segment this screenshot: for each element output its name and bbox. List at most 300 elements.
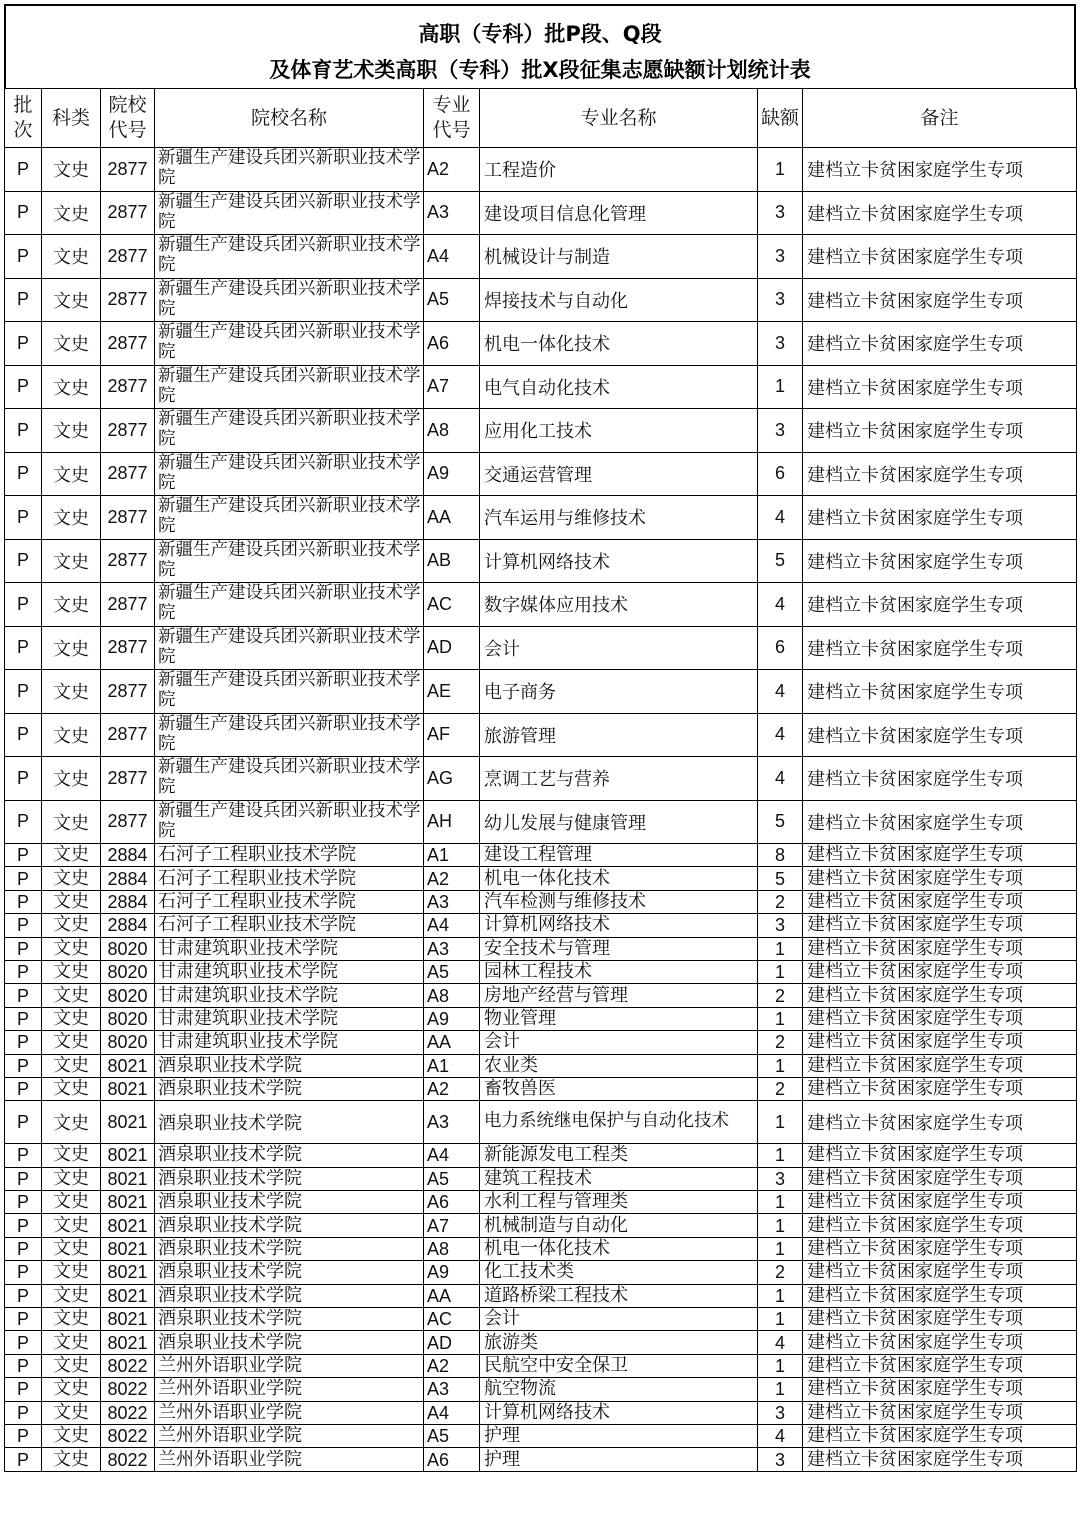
cell-school-code: 8021 xyxy=(101,1331,155,1354)
header-major-code: 专业代号 xyxy=(424,89,480,148)
cell-school-name-text: 新疆生产建设兵团兴新职业技术学院 xyxy=(158,757,421,798)
cell-batch: P xyxy=(5,1214,42,1237)
cell-batch: P xyxy=(5,583,42,627)
cell-subject: 文史 xyxy=(42,1167,101,1190)
cell-batch: P xyxy=(5,1424,42,1447)
header-batch: 批次 xyxy=(5,89,42,148)
cell-school-name xyxy=(155,626,424,670)
cell-school-name: 酒泉职业技术学院 xyxy=(155,1331,424,1354)
cell-major-name: 园林工程技术 xyxy=(480,960,758,983)
cell-major-name: 物业管理 xyxy=(480,1007,758,1030)
cell-school-code: 8021 xyxy=(101,1054,155,1077)
cell-subject: 文史 xyxy=(42,539,101,583)
cell-major-name: 汽车检测与维修技术 xyxy=(480,890,758,913)
cell-quota: 5 xyxy=(758,800,803,844)
table-row xyxy=(5,191,1077,235)
table-row xyxy=(5,670,1077,714)
cell-batch: P xyxy=(5,1144,42,1167)
cell-batch: P xyxy=(5,1101,42,1144)
cell-subject: 文史 xyxy=(42,937,101,960)
table-row xyxy=(5,1007,1077,1030)
cell-batch: P xyxy=(5,496,42,540)
cell-subject: 文史 xyxy=(42,1354,101,1377)
cell-quota: 1 xyxy=(758,1354,803,1377)
cell-school-name xyxy=(155,800,424,844)
cell-batch: P xyxy=(5,626,42,670)
cell-major-code: A4 xyxy=(424,1144,480,1167)
cell-school-code: 2877 xyxy=(101,452,155,496)
cell-batch: P xyxy=(5,539,42,583)
title-line-1: 高职（专科）批P段、Q段 xyxy=(418,22,662,46)
cell-major-name: 计算机网络技术 xyxy=(480,1401,758,1424)
table-row xyxy=(5,148,1077,192)
cell-subject: 文史 xyxy=(42,800,101,844)
table-row xyxy=(5,539,1077,583)
cell-quota: 1 xyxy=(758,1101,803,1144)
document-page xyxy=(4,4,1076,1512)
cell-batch: P xyxy=(5,670,42,714)
cell-school-name xyxy=(155,148,424,192)
cell-quota: 2 xyxy=(758,890,803,913)
table-row xyxy=(5,496,1077,540)
cell-subject: 文史 xyxy=(42,409,101,453)
table-row xyxy=(5,713,1077,757)
cell-school-code: 8021 xyxy=(101,1167,155,1190)
cell-major-code: A2 xyxy=(424,1354,480,1377)
table-row xyxy=(5,1424,1077,1447)
header-school-code: 院校代号 xyxy=(101,89,155,148)
cell-subject: 文史 xyxy=(42,867,101,890)
cell-batch: P xyxy=(5,278,42,322)
cell-batch: P xyxy=(5,1031,42,1054)
cell-major-code: A2 xyxy=(424,148,480,192)
cell-school-code: 2884 xyxy=(101,914,155,937)
cell-major-code: A8 xyxy=(424,1237,480,1260)
cell-major-code: A8 xyxy=(424,984,480,1007)
cell-quota: 5 xyxy=(758,867,803,890)
cell-remark: 建档立卡贫困家庭学生专项 xyxy=(803,496,1077,540)
cell-school-name: 兰州外语职业学院 xyxy=(155,1378,424,1401)
cell-quota: 4 xyxy=(758,583,803,627)
cell-remark: 建档立卡贫困家庭学生专项 xyxy=(803,1101,1077,1144)
cell-major-code: A5 xyxy=(424,278,480,322)
cell-school-code: 2877 xyxy=(101,626,155,670)
cell-school-code: 2877 xyxy=(101,583,155,627)
cell-major-name: 交通运营管理 xyxy=(480,452,758,496)
cell-subject: 文史 xyxy=(42,844,101,867)
cell-subject: 文史 xyxy=(42,1054,101,1077)
cell-subject: 文史 xyxy=(42,1424,101,1447)
table-row xyxy=(5,235,1077,279)
cell-school-name: 酒泉职业技术学院 xyxy=(155,1054,424,1077)
cell-quota: 1 xyxy=(758,1284,803,1307)
cell-quota: 3 xyxy=(758,409,803,453)
cell-school-code: 2877 xyxy=(101,713,155,757)
cell-major-name: 汽车运用与维修技术 xyxy=(480,496,758,540)
table-row xyxy=(5,1101,1077,1144)
cell-subject: 文史 xyxy=(42,1284,101,1307)
cell-school-name-text: 新疆生产建设兵团兴新职业技术学院 xyxy=(158,713,421,754)
cell-major-code: AF xyxy=(424,713,480,757)
cell-subject: 文史 xyxy=(42,1144,101,1167)
cell-remark: 建档立卡贫困家庭学生专项 xyxy=(803,322,1077,366)
cell-school-name: 酒泉职业技术学院 xyxy=(155,1214,424,1237)
cell-major-code: A9 xyxy=(424,452,480,496)
table-row xyxy=(5,1237,1077,1260)
cell-quota: 1 xyxy=(758,148,803,192)
cell-remark: 建档立卡贫困家庭学生专项 xyxy=(803,452,1077,496)
cell-school-name-text: 新疆生产建设兵团兴新职业技术学院 xyxy=(158,409,421,450)
table-row xyxy=(5,960,1077,983)
cell-school-code: 2877 xyxy=(101,496,155,540)
cell-quota: 3 xyxy=(758,1401,803,1424)
cell-remark: 建档立卡贫困家庭学生专项 xyxy=(803,409,1077,453)
cell-batch: P xyxy=(5,1401,42,1424)
cell-major-code: A5 xyxy=(424,960,480,983)
cell-major-name: 旅游类 xyxy=(480,1331,758,1354)
cell-batch: P xyxy=(5,890,42,913)
cell-school-code: 8021 xyxy=(101,1214,155,1237)
cell-school-code: 2884 xyxy=(101,844,155,867)
cell-subject: 文史 xyxy=(42,1261,101,1284)
cell-subject: 文史 xyxy=(42,322,101,366)
cell-major-name-text: 电力系统继电保护与自动化技术 xyxy=(484,1111,729,1132)
cell-subject: 文史 xyxy=(42,1214,101,1237)
cell-major-name: 旅游管理 xyxy=(480,713,758,757)
cell-major-code: AD xyxy=(424,626,480,670)
cell-school-name xyxy=(155,452,424,496)
cell-school-name: 酒泉职业技术学院 xyxy=(155,1077,424,1100)
cell-major-name: 农业类 xyxy=(480,1054,758,1077)
cell-school-code: 8021 xyxy=(101,1191,155,1214)
table-row xyxy=(5,365,1077,409)
cell-subject: 文史 xyxy=(42,365,101,409)
cell-subject: 文史 xyxy=(42,713,101,757)
cell-major-name: 数字媒体应用技术 xyxy=(480,583,758,627)
cell-quota: 6 xyxy=(758,626,803,670)
cell-major-name: 工程造价 xyxy=(480,148,758,192)
cell-quota: 2 xyxy=(758,984,803,1007)
cell-subject: 文史 xyxy=(42,984,101,1007)
cell-school-code: 8021 xyxy=(101,1101,155,1144)
cell-major-code: AC xyxy=(424,583,480,627)
cell-school-name xyxy=(155,583,424,627)
cell-school-name-text: 新疆生产建设兵团兴新职业技术学院 xyxy=(158,626,421,667)
table-row xyxy=(5,322,1077,366)
header-subject: 科类 xyxy=(42,89,101,148)
cell-major-code: AG xyxy=(424,757,480,801)
table-row xyxy=(5,800,1077,844)
cell-major-code: A3 xyxy=(424,1378,480,1401)
table-row xyxy=(5,278,1077,322)
cell-major-name: 会计 xyxy=(480,1031,758,1054)
cell-school-code: 2877 xyxy=(101,148,155,192)
cell-major-code: AD xyxy=(424,1331,480,1354)
cell-subject: 文史 xyxy=(42,1077,101,1100)
cell-school-code: 8022 xyxy=(101,1448,155,1471)
cell-remark: 建档立卡贫困家庭学生专项 xyxy=(803,626,1077,670)
cell-remark: 建档立卡贫困家庭学生专项 xyxy=(803,960,1077,983)
cell-batch: P xyxy=(5,800,42,844)
cell-remark: 建档立卡贫困家庭学生专项 xyxy=(803,867,1077,890)
cell-subject: 文史 xyxy=(42,278,101,322)
cell-school-code: 8021 xyxy=(101,1144,155,1167)
cell-school-name xyxy=(155,409,424,453)
cell-remark: 建档立卡贫困家庭学生专项 xyxy=(803,1077,1077,1100)
cell-school-code: 8020 xyxy=(101,937,155,960)
cell-remark: 建档立卡贫困家庭学生专项 xyxy=(803,914,1077,937)
cell-remark: 建档立卡贫困家庭学生专项 xyxy=(803,1378,1077,1401)
cell-batch: P xyxy=(5,409,42,453)
cell-school-name: 石河子工程职业技术学院 xyxy=(155,867,424,890)
cell-quota: 1 xyxy=(758,960,803,983)
cell-batch: P xyxy=(5,1077,42,1100)
cell-school-name xyxy=(155,670,424,714)
cell-school-code: 2884 xyxy=(101,867,155,890)
cell-batch: P xyxy=(5,191,42,235)
table-row xyxy=(5,937,1077,960)
cell-subject: 文史 xyxy=(42,1101,101,1144)
cell-school-name-text: 新疆生产建设兵团兴新职业技术学院 xyxy=(158,583,421,624)
cell-quota: 4 xyxy=(758,757,803,801)
cell-major-code: AC xyxy=(424,1308,480,1331)
table-row xyxy=(5,757,1077,801)
cell-school-code: 2877 xyxy=(101,191,155,235)
cell-major-name: 新能源发电工程类 xyxy=(480,1144,758,1167)
cell-batch: P xyxy=(5,713,42,757)
cell-major-code: AA xyxy=(424,496,480,540)
cell-major-code: A1 xyxy=(424,1054,480,1077)
cell-school-name xyxy=(155,278,424,322)
cell-quota: 8 xyxy=(758,844,803,867)
cell-major-code: A3 xyxy=(424,191,480,235)
cell-major-name: 建设项目信息化管理 xyxy=(480,191,758,235)
cell-school-name: 酒泉职业技术学院 xyxy=(155,1308,424,1331)
cell-school-name-text: 新疆生产建设兵团兴新职业技术学院 xyxy=(158,670,421,711)
cell-major-code: AA xyxy=(424,1031,480,1054)
cell-school-name xyxy=(155,496,424,540)
cell-major-code: A6 xyxy=(424,1448,480,1471)
table-row xyxy=(5,1144,1077,1167)
cell-school-name xyxy=(155,365,424,409)
cell-remark: 建档立卡贫困家庭学生专项 xyxy=(803,583,1077,627)
cell-batch: P xyxy=(5,757,42,801)
table-row xyxy=(5,1077,1077,1100)
table-row xyxy=(5,867,1077,890)
cell-school-code: 8021 xyxy=(101,1308,155,1331)
table-title xyxy=(4,4,1076,88)
cell-school-name xyxy=(155,713,424,757)
cell-subject: 文史 xyxy=(42,1191,101,1214)
cell-school-code: 8021 xyxy=(101,1261,155,1284)
cell-subject: 文史 xyxy=(42,670,101,714)
cell-subject: 文史 xyxy=(42,583,101,627)
cell-major-name: 民航空中安全保卫 xyxy=(480,1354,758,1377)
table-row xyxy=(5,1167,1077,1190)
cell-batch: P xyxy=(5,1354,42,1377)
cell-batch: P xyxy=(5,844,42,867)
cell-batch: P xyxy=(5,1191,42,1214)
cell-school-name-text: 新疆生产建设兵团兴新职业技术学院 xyxy=(158,235,421,276)
cell-subject: 文史 xyxy=(42,496,101,540)
cell-quota: 1 xyxy=(758,1191,803,1214)
cell-subject: 文史 xyxy=(42,1378,101,1401)
cell-quota: 2 xyxy=(758,1261,803,1284)
cell-school-code: 8022 xyxy=(101,1378,155,1401)
cell-major-name: 烹调工艺与营养 xyxy=(480,757,758,801)
cell-school-code: 2877 xyxy=(101,322,155,366)
cell-remark: 建档立卡贫困家庭学生专项 xyxy=(803,1237,1077,1260)
cell-batch: P xyxy=(5,365,42,409)
cell-quota: 2 xyxy=(758,1077,803,1100)
cell-remark: 建档立卡贫困家庭学生专项 xyxy=(803,713,1077,757)
cell-school-name: 兰州外语职业学院 xyxy=(155,1448,424,1471)
cell-major-code: A6 xyxy=(424,1191,480,1214)
cell-major-name: 护理 xyxy=(480,1448,758,1471)
cell-major-name: 电子商务 xyxy=(480,670,758,714)
table-row xyxy=(5,890,1077,913)
cell-major-name: 机电一体化技术 xyxy=(480,867,758,890)
cell-school-code: 2877 xyxy=(101,409,155,453)
cell-remark: 建档立卡贫困家庭学生专项 xyxy=(803,670,1077,714)
cell-subject: 文史 xyxy=(42,452,101,496)
table-row xyxy=(5,914,1077,937)
cell-school-name-text: 新疆生产建设兵团兴新职业技术学院 xyxy=(158,148,421,189)
cell-subject: 文史 xyxy=(42,960,101,983)
cell-batch: P xyxy=(5,1331,42,1354)
cell-school-name: 酒泉职业技术学院 xyxy=(155,1144,424,1167)
cell-batch: P xyxy=(5,867,42,890)
cell-subject: 文史 xyxy=(42,914,101,937)
cell-school-name xyxy=(155,322,424,366)
cell-major-name: 会计 xyxy=(480,626,758,670)
cell-major-name: 建设工程管理 xyxy=(480,844,758,867)
cell-school-name: 酒泉职业技术学院 xyxy=(155,1261,424,1284)
cell-remark: 建档立卡贫困家庭学生专项 xyxy=(803,1167,1077,1190)
table-row xyxy=(5,1191,1077,1214)
cell-subject: 文史 xyxy=(42,191,101,235)
cell-school-code: 8021 xyxy=(101,1077,155,1100)
table-row xyxy=(5,1261,1077,1284)
cell-remark: 建档立卡贫困家庭学生专项 xyxy=(803,1144,1077,1167)
cell-remark: 建档立卡贫困家庭学生专项 xyxy=(803,539,1077,583)
cell-major-name: 焊接技术与自动化 xyxy=(480,278,758,322)
cell-remark: 建档立卡贫困家庭学生专项 xyxy=(803,1191,1077,1214)
table-row xyxy=(5,1354,1077,1377)
table-row xyxy=(5,1284,1077,1307)
cell-subject: 文史 xyxy=(42,1007,101,1030)
cell-subject: 文史 xyxy=(42,626,101,670)
cell-major-code: A2 xyxy=(424,1077,480,1100)
cell-major-code: A1 xyxy=(424,844,480,867)
cell-subject: 文史 xyxy=(42,235,101,279)
cell-school-code: 2884 xyxy=(101,890,155,913)
cell-remark: 建档立卡贫困家庭学生专项 xyxy=(803,844,1077,867)
cell-major-name: 水利工程与管理类 xyxy=(480,1191,758,1214)
table-row xyxy=(5,1054,1077,1077)
cell-major-name: 机电一体化技术 xyxy=(480,1237,758,1260)
cell-remark: 建档立卡贫困家庭学生专项 xyxy=(803,1054,1077,1077)
cell-school-code: 2877 xyxy=(101,670,155,714)
cell-major-name: 机电一体化技术 xyxy=(480,322,758,366)
cell-major-name: 会计 xyxy=(480,1308,758,1331)
cell-school-name-text: 新疆生产建设兵团兴新职业技术学院 xyxy=(158,800,421,841)
cell-school-code: 8022 xyxy=(101,1424,155,1447)
cell-major-code: A4 xyxy=(424,1401,480,1424)
cell-major-name: 机械制造与自动化 xyxy=(480,1214,758,1237)
table-row xyxy=(5,844,1077,867)
cell-major-code: A7 xyxy=(424,365,480,409)
cell-remark: 建档立卡贫困家庭学生专项 xyxy=(803,365,1077,409)
cell-subject: 文史 xyxy=(42,1237,101,1260)
cell-batch: P xyxy=(5,1237,42,1260)
cell-major-name: 计算机网络技术 xyxy=(480,539,758,583)
cell-major-name: 幼儿发展与健康管理 xyxy=(480,800,758,844)
cell-school-code: 8020 xyxy=(101,1007,155,1030)
cell-quota: 4 xyxy=(758,1331,803,1354)
quota-table xyxy=(4,88,1077,1472)
cell-subject: 文史 xyxy=(42,1401,101,1424)
cell-subject: 文史 xyxy=(42,1308,101,1331)
cell-school-code: 8020 xyxy=(101,984,155,1007)
cell-major-name: 应用化工技术 xyxy=(480,409,758,453)
cell-school-name: 兰州外语职业学院 xyxy=(155,1424,424,1447)
cell-quota: 4 xyxy=(758,1424,803,1447)
cell-quota: 4 xyxy=(758,670,803,714)
cell-quota: 1 xyxy=(758,1308,803,1331)
cell-remark: 建档立卡贫困家庭学生专项 xyxy=(803,1007,1077,1030)
cell-school-code: 2877 xyxy=(101,365,155,409)
cell-remark: 建档立卡贫困家庭学生专项 xyxy=(803,1308,1077,1331)
header-quota: 缺额 xyxy=(758,89,803,148)
cell-remark: 建档立卡贫困家庭学生专项 xyxy=(803,148,1077,192)
cell-school-name: 甘肃建筑职业技术学院 xyxy=(155,937,424,960)
cell-major-name: 畜牧兽医 xyxy=(480,1077,758,1100)
cell-batch: P xyxy=(5,148,42,192)
cell-remark: 建档立卡贫困家庭学生专项 xyxy=(803,937,1077,960)
cell-school-name: 酒泉职业技术学院 xyxy=(155,1101,424,1144)
cell-major-name: 化工技术类 xyxy=(480,1261,758,1284)
cell-remark: 建档立卡贫困家庭学生专项 xyxy=(803,1031,1077,1054)
cell-remark: 建档立卡贫困家庭学生专项 xyxy=(803,1261,1077,1284)
table-row xyxy=(5,1308,1077,1331)
cell-school-code: 2877 xyxy=(101,539,155,583)
cell-school-name-text: 新疆生产建设兵团兴新职业技术学院 xyxy=(158,322,421,363)
header-major-name: 专业名称 xyxy=(480,89,758,148)
cell-school-name xyxy=(155,757,424,801)
cell-remark: 建档立卡贫困家庭学生专项 xyxy=(803,278,1077,322)
cell-school-code: 8021 xyxy=(101,1237,155,1260)
cell-major-code: A4 xyxy=(424,914,480,937)
cell-quota: 1 xyxy=(758,1144,803,1167)
cell-subject: 文史 xyxy=(42,148,101,192)
cell-remark: 建档立卡贫困家庭学生专项 xyxy=(803,890,1077,913)
cell-major-name: 道路桥梁工程技术 xyxy=(480,1284,758,1307)
cell-school-name: 甘肃建筑职业技术学院 xyxy=(155,960,424,983)
cell-quota: 3 xyxy=(758,235,803,279)
cell-school-code: 8020 xyxy=(101,1031,155,1054)
cell-school-name: 酒泉职业技术学院 xyxy=(155,1191,424,1214)
cell-subject: 文史 xyxy=(42,1031,101,1054)
cell-major-code: AE xyxy=(424,670,480,714)
cell-remark: 建档立卡贫困家庭学生专项 xyxy=(803,1424,1077,1447)
cell-batch: P xyxy=(5,1054,42,1077)
cell-major-code: A8 xyxy=(424,409,480,453)
cell-subject: 文史 xyxy=(42,890,101,913)
table-row xyxy=(5,984,1077,1007)
table-row xyxy=(5,626,1077,670)
cell-quota: 1 xyxy=(758,1007,803,1030)
